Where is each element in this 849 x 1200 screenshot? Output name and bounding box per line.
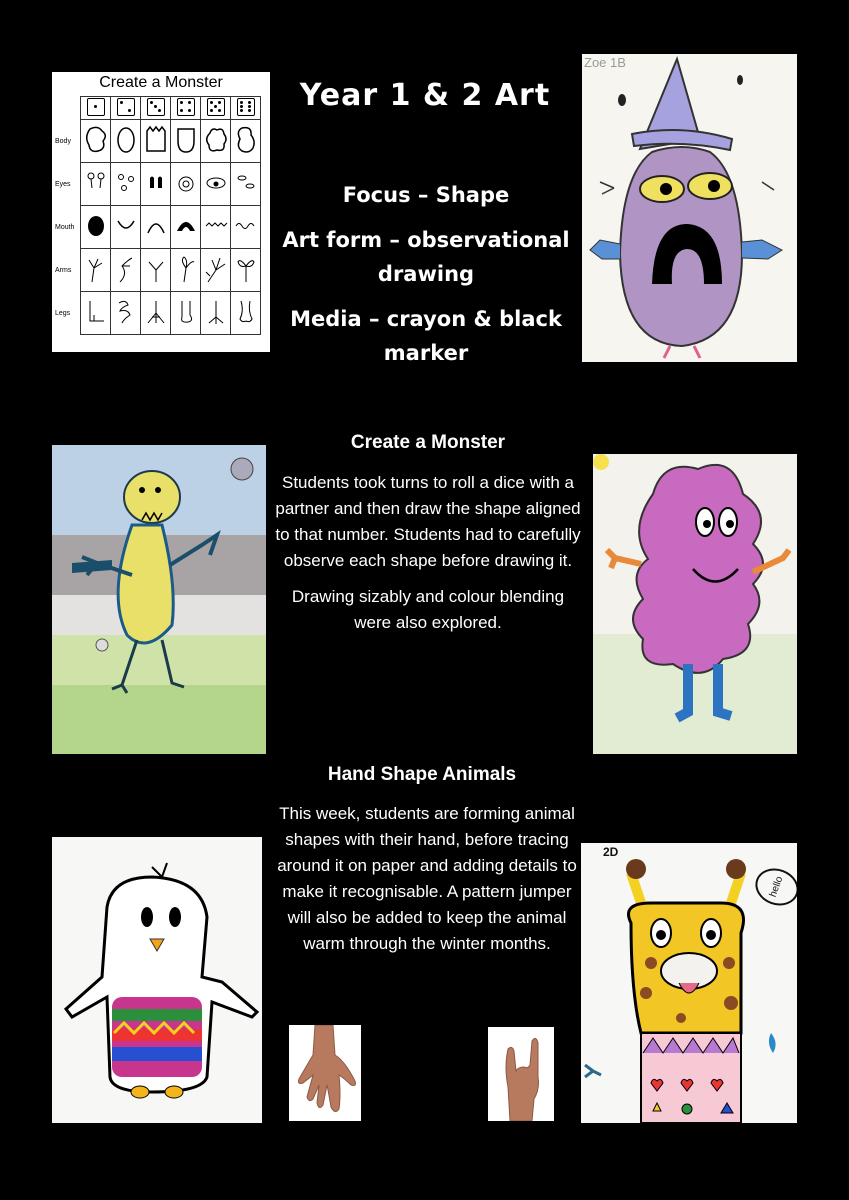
pink-monster-illustration <box>593 454 797 754</box>
chart-row-arms: Arms <box>55 249 261 292</box>
smile-mouth-icon <box>114 211 138 241</box>
arch-mouth-icon <box>144 211 168 241</box>
chart-row-eyes: Eyes <box>55 163 261 206</box>
dice-5-icon <box>207 98 225 116</box>
leg-6-icon <box>234 297 258 327</box>
chart-grid <box>55 96 261 335</box>
horns-hand-illustration <box>488 1027 554 1121</box>
arm-2-icon <box>114 254 138 284</box>
frown-mouth-icon <box>174 211 198 241</box>
create-a-monster-chart <box>52 72 270 352</box>
arm-4-icon <box>174 254 198 284</box>
section-hand-animals-heading: Hand Shape Animals <box>327 764 517 785</box>
leg-1-icon <box>84 297 108 327</box>
create-monster-paragraph-2: Drawing sizably and colour blending were also explored. <box>291 587 565 632</box>
monster-hat-illustration <box>582 54 797 362</box>
chart-row-legs: Legs <box>55 292 261 335</box>
leg-2-icon <box>114 297 138 327</box>
art-form-line-2: drawing <box>377 262 475 286</box>
media-line-1: Media – crayon & black <box>290 307 562 331</box>
blob-body-icon <box>84 125 108 155</box>
pink-monster-drawing <box>593 454 797 754</box>
bean-body-icon <box>234 125 258 155</box>
stalk-eyes-icon <box>84 168 108 198</box>
giraffe-speech-bubble: hello <box>750 863 797 912</box>
giraffe-student-label: 2D <box>603 845 619 859</box>
flat-hand-illustration <box>289 1025 361 1121</box>
oval-body-icon <box>114 125 138 155</box>
chart-title: Create a Monster <box>99 74 223 91</box>
arm-1-icon <box>84 254 108 284</box>
arm-5-icon <box>204 254 228 284</box>
giraffe-drawing <box>581 843 797 1123</box>
dice-4-icon <box>177 98 195 116</box>
chart-row-mouth: Mouth <box>55 206 261 249</box>
dice-3-icon <box>147 98 165 116</box>
dice-2-icon <box>117 98 135 116</box>
focus-shape: Focus – Shape <box>342 183 510 207</box>
dice-1-icon <box>87 98 105 116</box>
leg-5-icon <box>204 297 228 327</box>
single-eye-icon <box>204 168 228 198</box>
section-create-monster-heading: Create a Monster <box>350 432 506 453</box>
arm-3-icon <box>144 254 168 284</box>
shield-body-icon <box>174 125 198 155</box>
leg-3-icon <box>144 297 168 327</box>
monster-hat-drawing <box>582 54 797 362</box>
wavy-mouth-icon <box>234 211 258 241</box>
page-title: Year 1 & 2 Art <box>299 78 551 113</box>
section-create-monster-text <box>274 470 582 636</box>
student-name-label: Zoe 1B <box>584 55 626 70</box>
leg-4-icon <box>174 297 198 327</box>
arm-6-icon <box>234 254 258 284</box>
cloud-body-icon <box>204 125 228 155</box>
dice-6-icon <box>237 98 255 116</box>
penguin-drawing <box>52 837 262 1123</box>
media-line-2: marker <box>383 341 469 365</box>
three-eyes-icon <box>114 168 138 198</box>
section-hand-animals-text: This week, students are forming animal shapes with their hand, before tracing around it on paper and adding details to make it recognisable. A pattern jumper will also be added to keep the animal warm through the winter months. <box>277 804 577 953</box>
zigzag-mouth-icon <box>204 211 228 241</box>
chart-row-body: Body <box>55 120 261 163</box>
focus-block <box>278 178 574 370</box>
art-form-line-1: Art form – observational <box>282 228 570 252</box>
create-monster-paragraph-1: Students took turns to roll a dice with a partner and then draw the shape aligned to that number. Students had to carefully observe each shape before drawing it. <box>275 473 581 570</box>
penguin-illustration <box>52 837 262 1123</box>
dark-eyes-icon <box>144 168 168 198</box>
small-eyes-icon <box>234 168 258 198</box>
oval-mouth-icon <box>84 211 108 241</box>
spiky-body-icon <box>144 125 168 155</box>
spiral-eye-icon <box>174 168 198 198</box>
hand-photo-horns <box>488 1027 554 1121</box>
dice-row <box>55 97 261 120</box>
hand-photo-flat <box>289 1025 361 1121</box>
yellow-monster-drawing <box>52 445 266 754</box>
yellow-monster-illustration <box>52 445 266 754</box>
